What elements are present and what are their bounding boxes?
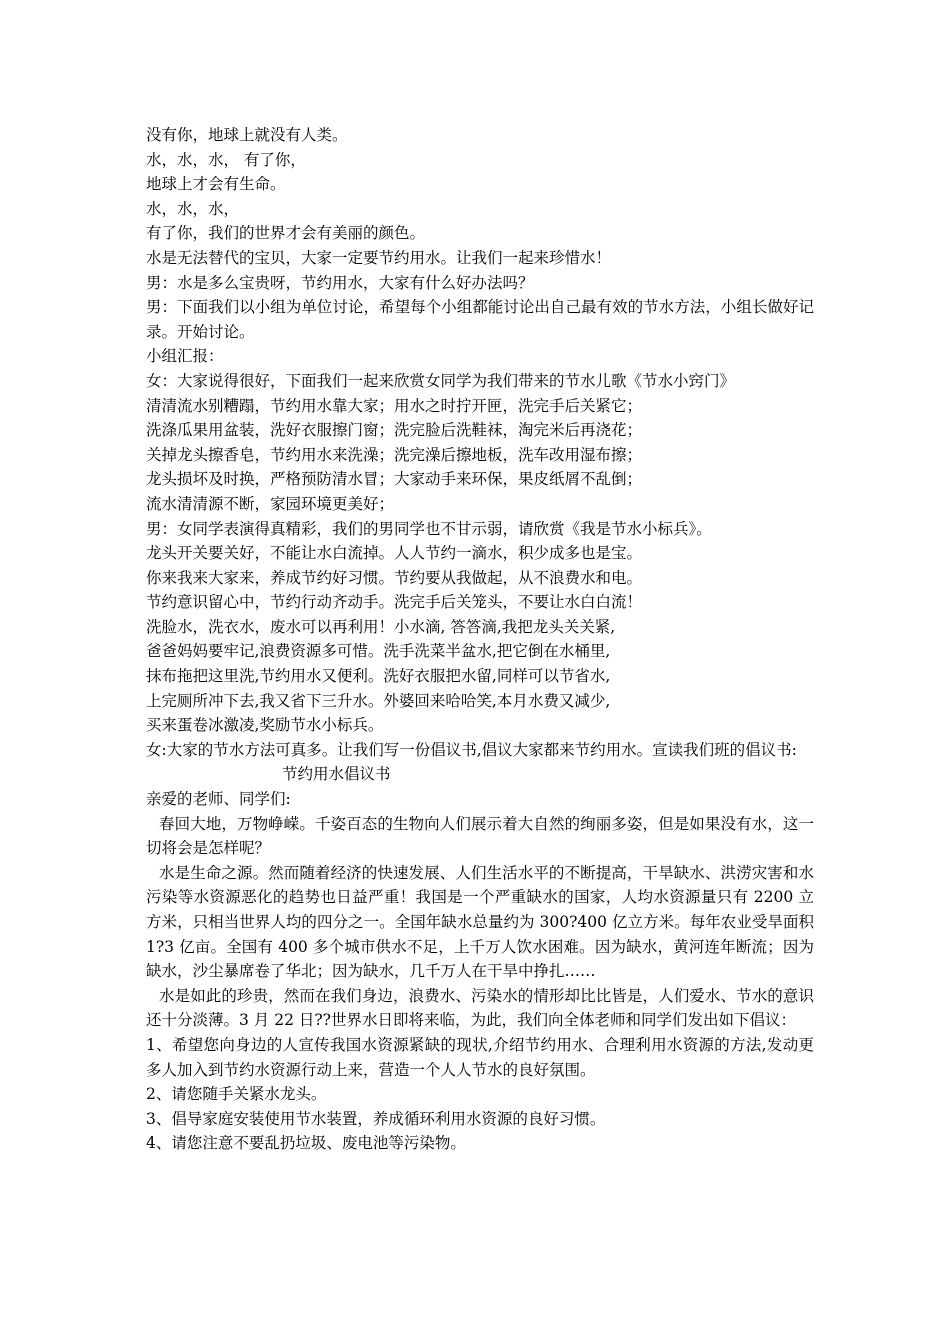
song-line: 买来蛋卷冰激凌,奖励节水小标兵。 — [146, 716, 384, 735]
text-line: 水，水，水， — [146, 199, 240, 218]
text-line: 水，水，水， 有了你， — [146, 150, 306, 169]
proposal-item: 2、请您随手关紧水龙头。 — [146, 1085, 327, 1104]
text-line: 女：大家说得很好，下面我们一起来欣赏女同学为我们带来的节水儿歌《节水小窍门》 — [146, 371, 736, 390]
song-line: 洗涤瓜果用盆装，洗好衣服擦门窗；洗完脸后洗鞋袜，淘完米后再浇花； — [146, 421, 643, 440]
text-line: 有了你，我们的世界才会有美丽的颜色。 — [146, 224, 426, 243]
song-line: 龙头损坏及时换，严格预防清水冒；大家动手来环保，果皮纸屑不乱倒； — [146, 470, 643, 489]
document-body — [146, 123, 814, 1156]
text-line: 男：女同学表演得真精彩，我们的男同学也不甘示弱，请欣赏《我是节水小标兵》。 — [146, 519, 712, 538]
proposal-greeting: 亲爱的老师、同学们: — [146, 790, 291, 809]
song-line: 节约意识留心中，节约行动齐动手。洗完手后关笼头，不要让水白白流！ — [146, 593, 643, 612]
female-proposal-paragraph: 女:大家的节水方法可真多。让我们写一份倡议书,倡议大家都来节约用水。宣读我们班的倡议书: — [146, 740, 797, 759]
proposal-paragraph: 水是如此的珍贵，然而在我们身边，浪费水、污染水的情形却比比皆是，人们爱水、节水的意识还十分淡薄。3 月 22 日??世界水日即将来临，为此，我们向全体老师和同学们发出如下倡议： — [146, 986, 814, 1030]
song-line: 爸爸妈妈要牢记,浪费资源多可惜。洗手洗菜半盆水,把它倒在水桶里, — [146, 642, 611, 661]
song-line: 清清流水别糟蹋，节约用水靠大家；用水之时拧开匣，洗完手后关紧它； — [146, 396, 643, 415]
text-line: 小组汇报： — [146, 347, 224, 366]
text-line: 水是无法替代的宝贝，大家一定要节约用水。让我们一起来珍惜水！ — [146, 248, 612, 267]
proposal-item: 3、倡导家庭安装使用节水装置，养成循环利用水资源的良好习惯。 — [146, 1109, 606, 1128]
song-line: 龙头开关要关好，不能让水白流掉。人人节约一滴水，积少成多也是宝。 — [146, 544, 643, 563]
proposal-title: 节约用水倡议书 — [282, 765, 391, 784]
song-line: 关掉龙头擦香皂，节约用水来洗澡；洗完澡后擦地板，洗车改用湿布擦； — [146, 445, 643, 464]
proposal-item: 1、希望您向身边的人宣传我国水资源紧缺的现状,介绍节约用水、合理利用水资源的方法,发动更多人加入到节约水资源行动上来，营造一个人人节水的良好氛围。 — [146, 1035, 814, 1079]
song-line: 上完厕所冲下去,我又省下三升水。外婆回来哈哈笑,本月水费又减少, — [146, 691, 611, 710]
text-line: 男：水是多么宝贵呀，节约用水，大家有什么好办法吗？ — [146, 273, 534, 292]
text-line: 地球上才会有生命。 — [146, 175, 286, 194]
text-line: 没有你，地球上就没有人类。 — [146, 126, 348, 144]
proposal-item: 4、请您注意不要乱扔垃圾、废电池等污染物。 — [146, 1134, 466, 1153]
proposal-paragraph: 春回大地，万物峥嵘。千姿百态的生物向人们展示着大自然的绚丽多姿，但是如果没有水，这一切将会是怎样呢？ — [146, 814, 814, 858]
song-line: 洗脸水，洗衣水，废水可以再利用！小水滴, 答答滴,我把龙头关关紧, — [146, 617, 616, 636]
male-discussion-paragraph: 男：下面我们以小组为单位讨论，希望每个小组都能讨论出自己最有效的节水方法，小组长做好记录。开始讨论。 — [146, 298, 814, 341]
song-line: 你来我来大家来，养成节约好习惯。节约要从我做起，从不浪费水和电。 — [146, 568, 643, 587]
song-line: 流水清清源不断，家园环境更美好； — [146, 494, 395, 513]
song-line: 抹布拖把这里洗,节约用水又便利。洗好衣服把水留,同样可以节省水, — [146, 667, 611, 686]
proposal-paragraph: 水是生命之源。然而随着经济的快速发展、人们生活水平的不断提高，干旱缺水、洪涝灾害和水污染等水资源恶化的趋势也日益严重！我国是一个严重缺水的国家，人均水资源量只有 2200 立方米，只相当世界人均的四分之一。全国年缺水总量约为 300?400 亿立方米。每年农业受旱面积 1?3 亿亩。全国有 400 多个城市供水不足，上千万人饮水困难。因为缺水，黄河连年断流；因为缺水，沙尘暴席卷了华北；因为缺水，几千万人在干旱中挣扎…… — [146, 863, 814, 981]
